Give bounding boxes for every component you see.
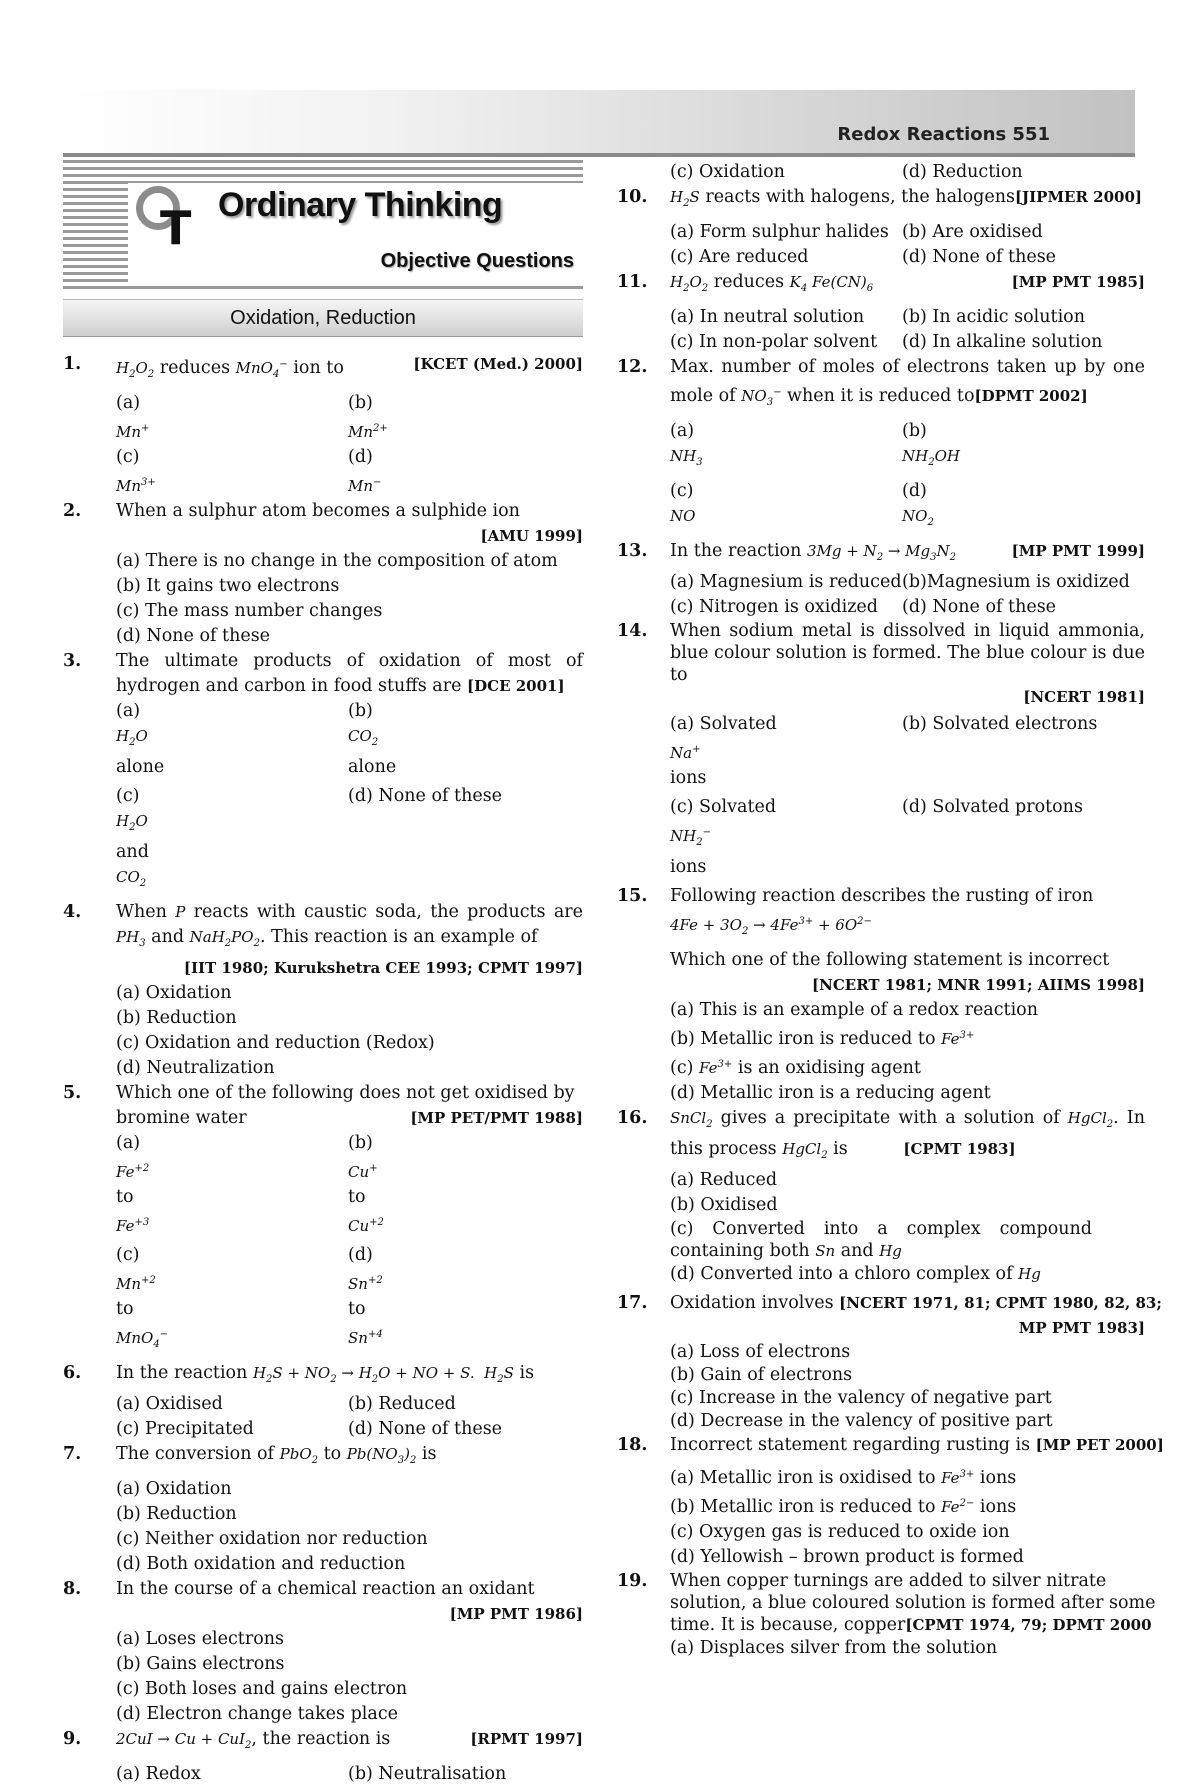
question-number: 13. — [617, 541, 648, 561]
logo-t-icon: T — [160, 201, 192, 255]
option-a[interactable]: (a) Loss of electrons — [670, 1342, 851, 1362]
option-d[interactable]: (d) None of these — [902, 247, 1057, 267]
option-a[interactable]: (a) Reduced — [670, 1170, 778, 1190]
options — [63, 1758, 583, 1787]
question-text: Oxidation involves — [670, 1293, 834, 1313]
options — [617, 708, 1177, 880]
question-9: 9. 2CuI → Cu + CuI$_2$, the reaction is [RPMT 1997] — [63, 1727, 583, 1758]
page-header-title: Redox Reactions 551 — [837, 124, 1050, 145]
option-d[interactable]: (d) Decrease in the valency of positive part — [670, 1411, 1053, 1431]
question-2 — [63, 499, 583, 549]
option-b[interactable]: (b) $Mn^{2+}$ — [348, 393, 388, 441]
question-text: gives a precipitate with a solution of — [720, 1108, 1060, 1128]
question-number: 6. — [63, 1363, 82, 1383]
option-c[interactable]: (c) Oxidation — [670, 162, 785, 182]
question-12: 12. Max. number of moles of electrons taken up by one mole of $NO_3^-$ when it is reduced to[DPMT 2002] — [617, 357, 1145, 408]
source: [RPMT 1997] — [470, 1730, 583, 1748]
option-b[interactable]: (b) Reduction — [116, 1008, 237, 1028]
option-b[interactable]: (b) Reduction — [116, 1504, 237, 1524]
option-b[interactable]: (b) $NH_2OH$ — [902, 421, 960, 468]
option-b[interactable]: (b) In acidic solution — [902, 307, 1085, 327]
option-c[interactable]: (c) Oxygen gas is reduced to oxide ion — [670, 1522, 1010, 1542]
question-5 — [63, 1081, 583, 1131]
option-a[interactable]: (a) Form sulphur halides — [670, 222, 889, 242]
option-c[interactable]: (c) $Fe^{3+}$ is an oxidising agent — [670, 1058, 921, 1078]
banner-subtitle: Objective Questions — [380, 250, 574, 272]
source: [MP PET/PMT 1988] — [410, 1109, 583, 1127]
source: [AMU 1999] — [480, 527, 583, 545]
question-text: When a sulphur atom becomes a sulphide ion — [116, 501, 520, 521]
question-number: 11. — [617, 272, 648, 292]
option-d[interactable]: (d) Yellowish – brown product is formed — [670, 1547, 1024, 1567]
option-c[interactable]: (c) The mass number changes — [116, 601, 383, 621]
options — [617, 998, 1177, 1106]
question-number: 4. — [63, 902, 82, 922]
question-6: 6. In the reaction $H_2S + NO_2 \to H_2O$ + NO + S. $H_2S$ is — [63, 1363, 535, 1385]
option-d[interactable]: (d) Solvated protons — [902, 797, 1083, 817]
question-number: 12. — [617, 357, 648, 377]
option-c[interactable]: (c) NO — [670, 481, 696, 525]
option-c[interactable]: (c) Neither oxidation nor reduction — [116, 1529, 428, 1549]
option-a[interactable]: (a) Oxidation — [116, 983, 232, 1003]
source: [NCERT 1971, 81; CPMT 1980, 82, 83; — [839, 1294, 1162, 1312]
option-b[interactable]: (b) Metallic iron is reduced to $Fe^{3+}$ — [670, 1029, 975, 1049]
source: [MP PMT 1986] — [449, 1605, 583, 1623]
question-7: 7. The conversion of PbO$_2$ to $Pb(NO_3)_2$ is — [63, 1444, 437, 1466]
option-a[interactable]: (a) Metallic iron is oxidised to $Fe^{3+}$ ions — [670, 1468, 1017, 1488]
question-15: 15. Following reaction describes the rusting of iron $4Fe + 3O_2 \to 4Fe^{3+} + 6O^{2-}$ Which one of the following statement is incorrect [NCERT 1981; MNR 1991; AIIMS 1998] — [617, 884, 1177, 998]
source: [MP PET 2000] — [1035, 1436, 1164, 1454]
option-b[interactable]: (b) Reduced — [348, 1394, 456, 1414]
question-text: reduces — [713, 272, 785, 292]
option-d[interactable]: (d) $NO_2$ — [902, 481, 934, 528]
options — [617, 301, 1177, 355]
option-d[interactable]: (d) Reduction — [902, 162, 1023, 182]
option-c[interactable]: (c) $H_2O$ and $CO_2$ — [116, 786, 149, 889]
source: [CPMT 1974, 79; DPMT 2000 — [905, 1616, 1152, 1634]
option-a[interactable]: (a) There is no change in the composition of atom — [116, 551, 558, 571]
source: [NCERT 1981] — [1023, 688, 1145, 706]
option-c[interactable]: (c) Precipitated — [116, 1419, 254, 1439]
q1-text2: ion to — [293, 358, 344, 378]
option-b[interactable]: (b) Are oxidised — [902, 222, 1043, 242]
options — [617, 1341, 1177, 1433]
option-d[interactable]: (d) Neutralization — [116, 1058, 275, 1078]
question-1: 1. $H_2O_2$ reduces MnO$_4$− ion to [KCET (Med.) 2000] — [63, 352, 583, 387]
question-text: In the reaction — [116, 1363, 248, 1383]
option-a[interactable]: (a) This is an example of a redox reaction — [670, 1000, 1038, 1020]
question-11: 11. $H_2O_2$ reduces $K_4$ $Fe(CN)_6$ [MP PMT 1985] — [617, 270, 1177, 301]
option-a[interactable]: (a) Oxidised — [116, 1394, 223, 1414]
question-number: 1. — [63, 354, 82, 374]
option-a[interactable]: (a) Magnesium is reduced — [670, 572, 902, 592]
option-d[interactable]: (d) Mn− — [348, 447, 382, 495]
option-c[interactable]: (c) $Mn^{3+}$ — [116, 447, 156, 495]
source: [MP PMT 1985] — [1011, 273, 1145, 291]
options — [617, 1168, 1092, 1287]
options — [63, 1473, 583, 1577]
question-text: reacts with halogens, the halogens — [705, 187, 1015, 207]
options — [63, 981, 583, 1081]
question-text: Following reaction describes the rusting of iron — [670, 886, 1094, 906]
banner-title: Ordinary Thinking — [218, 186, 503, 224]
question-18 — [617, 1433, 1177, 1458]
option-d[interactable]: (d) Electron change takes place — [116, 1704, 398, 1724]
option-c[interactable]: (c) Converted into a complex compound containing both Sn and Hg — [670, 1219, 1092, 1261]
source-2: MP PMT 1983] — [1018, 1319, 1145, 1337]
source: [DPMT 2002] — [974, 387, 1088, 405]
options — [617, 570, 1177, 620]
options — [63, 1131, 583, 1357]
question-4: 4. When P reacts with caustic soda, the products are $PH_3$ and $NaH_2PO_2$. This reaction is an example of [IIT 1980; Kurukshetra CEE 1993; CPMT 1997] — [63, 900, 583, 981]
option-b[interactable]: (b) Metallic iron is reduced to $Fe^{2-}$ ions — [670, 1497, 1017, 1517]
option-b[interactable]: (b)Magnesium is oxidized — [902, 572, 1130, 592]
options — [617, 1636, 1177, 1661]
option-b[interactable]: (b) Neutralisation — [348, 1764, 507, 1784]
question-number: 18. — [617, 1435, 648, 1455]
option-c[interactable]: (c) Oxidation and reduction (Redox) — [116, 1033, 435, 1053]
option-a[interactable]: (a) $Fe^{+2}$ to $Fe^{+3}$ — [116, 1133, 150, 1235]
question-text: In the reaction — [670, 541, 802, 561]
options — [617, 415, 1177, 535]
option-c[interactable]: (c) In non-polar solvent — [670, 332, 878, 352]
question-19 — [617, 1570, 1180, 1636]
option-a[interactable]: (a) Solvated Na+ ions — [670, 714, 777, 788]
header-rule — [63, 153, 1135, 157]
question-text: Which one of the following does not get oxidised by bromine water — [116, 1083, 575, 1128]
option-d[interactable]: (d) Metallic iron is a reducing agent — [670, 1083, 991, 1103]
question-16: 16. SnCl$_2$ gives a precipitate with a solution of HgCl$_2$. In this process HgCl$_2$ is [CPMT 1983] — [617, 1108, 1145, 1161]
question-14 — [617, 620, 1145, 708]
option-c[interactable]: (c) Both loses and gains electron — [116, 1679, 408, 1699]
option-b[interactable]: (b) Oxidised — [670, 1195, 778, 1215]
option-a[interactable]: (a) $H_2O$ alone — [116, 701, 165, 777]
section-title: Oxidation, Reduction — [63, 299, 583, 337]
option-c[interactable]: (c) Are reduced — [670, 247, 809, 267]
source: [IIT 1980; Kurukshetra CEE 1993; CPMT 1997] — [183, 959, 583, 977]
option-c[interactable]: (c) Nitrogen is oxidized — [670, 597, 878, 617]
question-text-2: Which one of the following statement is incorrect — [670, 950, 1110, 970]
question-number: 10. — [617, 187, 648, 207]
option-a[interactable]: (a) Displaces silver from the solution — [670, 1638, 998, 1658]
question-text: Incorrect statement regarding rusting is — [670, 1435, 1031, 1455]
option-d[interactable]: (d) None of these — [116, 626, 271, 646]
question-3 — [63, 649, 583, 699]
left-column — [63, 352, 583, 1787]
question-8 — [63, 1577, 583, 1627]
question-number: 3. — [63, 651, 82, 671]
options — [63, 549, 583, 649]
question-text: The ultimate products of oxidation of most of hydrogen and carbon in food stuffs are — [116, 651, 583, 696]
options — [617, 1458, 1177, 1570]
option-c[interactable]: (c) $Mn^{+2}$ to MnO$_4$− — [116, 1245, 169, 1350]
source: [KCET (Med.) 2000] — [413, 355, 583, 373]
option-d[interactable]: (d) $Sn^{+2}$ to $Sn^{+4}$ — [348, 1245, 383, 1347]
q1-text: reduces — [159, 358, 231, 378]
option-c[interactable]: (c) Increase in the valency of negative part — [670, 1388, 1052, 1408]
option-b[interactable]: (b) Cu+ to $Cu^{+2}$ — [348, 1133, 384, 1235]
question-number: 5. — [63, 1083, 82, 1103]
options — [617, 160, 1177, 185]
question-number: 17. — [617, 1293, 648, 1313]
source: [CPMT 1983] — [903, 1140, 1016, 1158]
question-17 — [617, 1291, 1177, 1341]
option-d[interactable]: (d) Converted into a chloro complex of Hg — [670, 1264, 1041, 1284]
question-number: 19. — [617, 1571, 648, 1591]
option-a[interactable]: (a) Mn+ — [116, 393, 150, 441]
option-a[interactable]: (a) Redox — [116, 1764, 201, 1784]
source: [MP PMT 1999] — [1011, 542, 1145, 560]
option-a[interactable]: (a) In neutral solution — [670, 307, 865, 327]
source: [JIPMER 2000] — [1014, 188, 1143, 206]
option-b[interactable]: (b) Solvated electrons — [902, 714, 1098, 734]
options — [63, 1392, 583, 1442]
option-d[interactable]: (d) None of these — [902, 597, 1057, 617]
question-number: 14. — [617, 621, 648, 641]
options — [617, 216, 1177, 270]
options — [63, 387, 583, 499]
question-number: 8. — [63, 1579, 82, 1599]
question-text: When copper turnings are added to silver nitrate solution, a blue coloured solution is formed after some time. It is because, copper — [670, 1571, 1156, 1635]
question-13: 13. In the reaction $3Mg + N_2 \to Mg_3N_2$ [MP PMT 1999] — [617, 539, 1177, 570]
question-text: When sodium metal is dissolved in liquid ammonia, blue colour solution is formed. The blue colour is due to — [670, 621, 1145, 685]
options — [63, 699, 583, 896]
source: [DCE 2001] — [467, 677, 565, 695]
option-b[interactable]: (b) Gains electrons — [116, 1654, 285, 1674]
question-10: 10. $H_2S$ reacts with halogens, the halogens[JIPMER 2000] — [617, 187, 1143, 209]
question-number: 7. — [63, 1444, 82, 1464]
question-text: In the course of a chemical reaction an oxidant — [116, 1579, 535, 1599]
question-number: 2. — [63, 501, 82, 521]
option-b[interactable]: (b) $CO_2$ alone — [348, 701, 397, 777]
source: [NCERT 1981; MNR 1991; AIIMS 1998] — [812, 976, 1145, 994]
question-text: Max. number of moles of electrons taken up by one mole of — [670, 357, 1145, 406]
option-a[interactable]: (a) Oxidation — [116, 1479, 232, 1499]
option-a[interactable]: (a) $NH_3$ — [670, 421, 703, 468]
option-b[interactable]: (b) Gain of electrons — [670, 1365, 853, 1385]
option-d[interactable]: (d) None of these — [348, 786, 503, 806]
option-d[interactable]: (d) Both oxidation and reduction — [116, 1554, 406, 1574]
question-number: 16. — [617, 1108, 648, 1128]
question-number: 15. — [617, 886, 648, 906]
question-number: 9. — [63, 1729, 82, 1749]
option-b[interactable]: (b) It gains two electrons — [116, 576, 340, 596]
options — [63, 1627, 583, 1727]
right-column — [617, 160, 1177, 1661]
option-a[interactable]: (a) Loses electrons — [116, 1629, 284, 1649]
option-d[interactable]: (d) None of these — [348, 1419, 503, 1439]
question-text: The conversion of — [116, 1444, 275, 1464]
option-c[interactable]: (c) Solvated $NH_2^-$ ions — [670, 797, 777, 877]
option-d[interactable]: (d) In alkaline solution — [902, 332, 1103, 352]
question-text: , the reaction is — [251, 1729, 391, 1749]
